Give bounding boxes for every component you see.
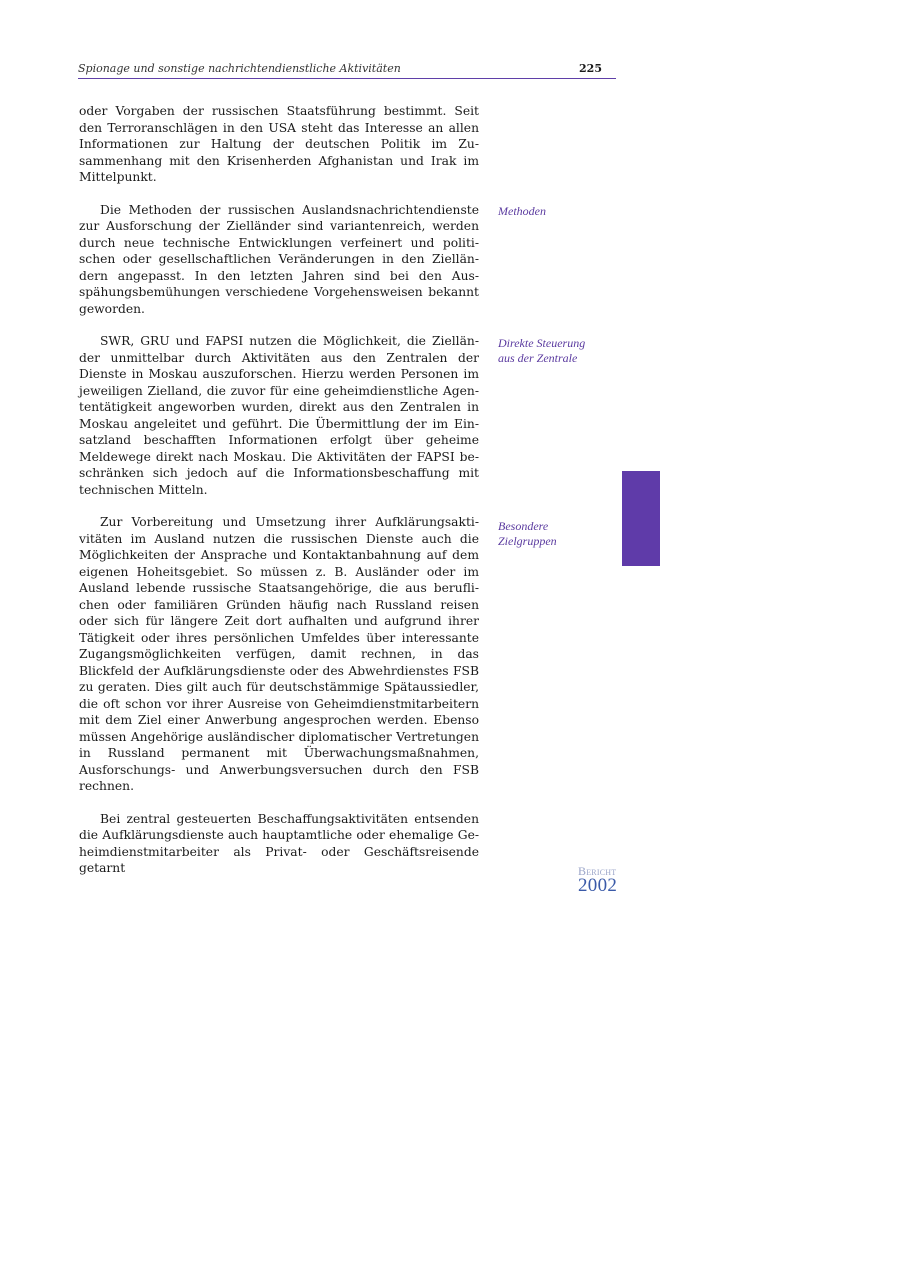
margin-note-direkte-line1: Direkte Steuerung (498, 336, 586, 350)
margin-note-direkte-line2: aus der Zentrale (498, 351, 578, 365)
logo-year: 2002 (578, 875, 618, 896)
body-text-column (79, 103, 479, 893)
page-number: 225 (579, 62, 602, 75)
margin-note-direkte-steuerung (498, 336, 618, 366)
paragraph-continuation: oder Vorgaben der russischen Staatsführung bestimmt. Seit den Terroranschlägen in den USA steht das Interesse an allen Informationen zur Haltung der deutschen Politik im Zusammenhang mit den Krisenherden Afghanistan und Irak im Mittelpunkt. (79, 104, 479, 184)
paragraph-beschaffungsaktivitaeten: Bei zentral gesteuerten Beschaffungsaktivitäten entsenden die Aufklärungsdienste auch hauptamtliche oder ehemalige Geheimdienstmitarbeiter als Privat- oder Geschäftsreisende getarnt (79, 811, 479, 875)
running-header (78, 62, 616, 79)
margin-note-besondere-zielgruppen (498, 519, 618, 549)
margin-note-besondere-line1: Besondere (498, 519, 549, 533)
report-logo (578, 866, 638, 894)
paragraph-direkte-steuerung: SWR, GRU und FAPSI nutzen die Möglichkeit, die Zielländer unmittelbar durch Aktivitäten aus den Zentralen der Dienste in Moskau auszuforschen. Hierzu werden Personen im jeweiligen Zielland, die zuvor für eine geheimdienstliche Agententätigkeit angeworben wurden, direkt aus den Zentralen in Moskau angeleitet und geführt. Die Übermittlung der im Einsatzland beschafften Informationen erfolgt über geheime Meldewege direkt nach Moskau. Die Aktivitäten der FAPSI beschränken sich jedoch auf die Informationsbeschaffung mit technischen Mitteln. (79, 334, 479, 497)
paragraph-besondere-zielgruppen: Zur Vorbereitung und Umsetzung ihrer Aufklärungsaktivitäten im Ausland nutzen die russischen Dienste auch die Möglichkeiten der Ansprache und Kontaktanbahnung auf dem eigenen Hoheitsgebiet. So müssen z. B. Ausländer oder im Ausland lebende russische Staatsangehörige, die aus beruflichen oder familiären Gründen häufig nach Russland reisen oder sich für längere Zeit dort aufhalten und aufgrund ihrer Tätigkeit oder ihres persönlichen Umfeldes über interessante Zugangsmöglichkeiten verfügen, damit rechnen, in das Blickfeld der Aufklärungsdienste oder des Abwehrdienstes FSB zu geraten. Dies gilt auch für deutschstämmige Spätaussiedler, die oft schon vor ihrer Ausreise von Geheimdienstmitarbeitern mit dem Ziel einer Anwerbung angesprochen werden. Ebenso müssen Angehörige ausländischer diplomatischer Vertretungen in Russland permanent mit Überwachungsmaßnahmen, Ausforschungs- und Anwerbungsversuchen durch den FSB rechnen. (79, 515, 479, 793)
margin-note-methoden-text: Methoden (498, 204, 546, 218)
margin-note-besondere-line2: Zielgruppen (498, 534, 557, 548)
logo-word: Bericht (578, 864, 617, 878)
paragraph-methoden: Die Methoden der russischen Auslandsnachrichtendienste zur Ausforschung der Zielländer sind variantenreich, werden durch neue technische Entwicklungen verfeinert und politischen oder gesellschaftlichen Veränderungen in den Zielländern angepasst. In den letzten Jahren sind bei den Ausspähungsbemühungen verschiedene Vorgehensweisen bekannt geworden. (79, 202, 479, 316)
running-title: Spionage und sonstige nachrichtendienstliche Aktivitäten (78, 62, 401, 75)
margin-note-methoden (498, 204, 618, 219)
chapter-tab-marker (622, 471, 660, 566)
